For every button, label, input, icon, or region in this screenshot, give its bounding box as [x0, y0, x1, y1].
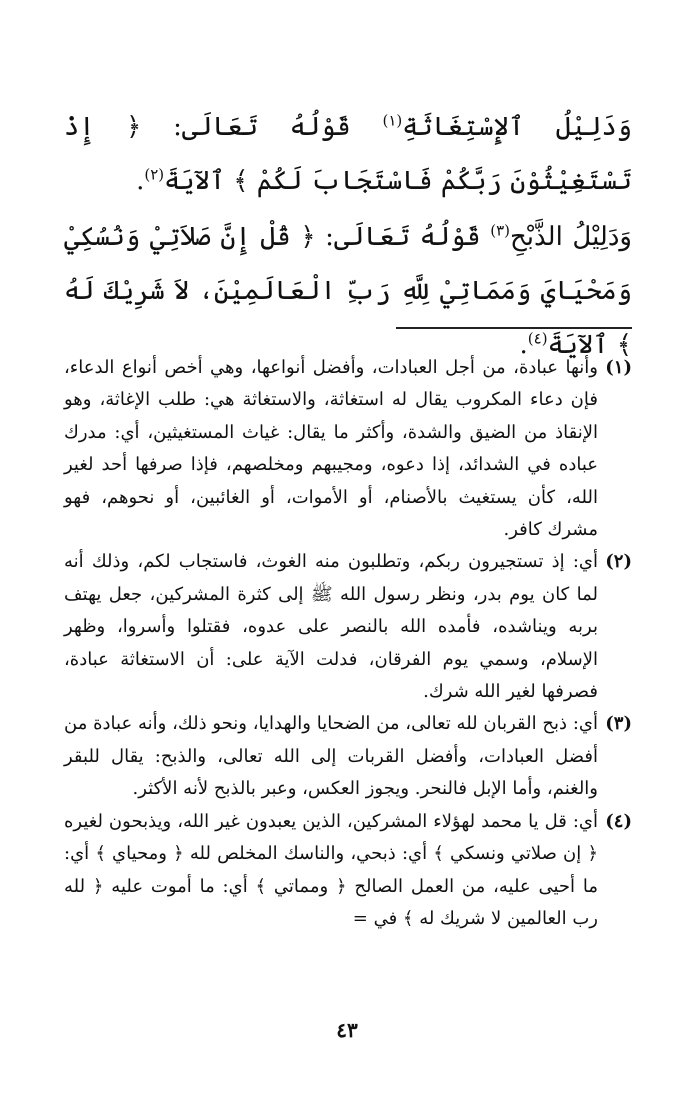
footnote [64, 708, 632, 805]
footnote-number: (٤) [605, 810, 632, 832]
footnote-number: (٣) [605, 713, 632, 735]
footnote [64, 546, 632, 708]
footnote [64, 806, 632, 936]
footnote [64, 352, 632, 546]
main-paragraph-end: . [136, 166, 145, 196]
footnote-ref-1[interactable]: (١) [382, 111, 403, 130]
footnote-text: أي: ذبح القربان لله تعالى، من الضحايا والهدايا، ونحو ذلك، وأنه عبادة من أفضل العبادات، وأفضل القربات إلى الله تعالى، والذبح: يقال للبقر والغنم، وأما الإبل فالنحر. ويجوز العكس، وعبر بالذبح لأنه الأكثر. [64, 713, 598, 800]
footnote-number: (١) [605, 357, 632, 378]
footnote-ref-3[interactable]: (٣) [490, 221, 510, 240]
footnote-ref-4[interactable]: (٤) [527, 329, 548, 348]
footnote-ref-2[interactable]: (٢) [144, 165, 165, 184]
main-paragraph-text: وَدَلِيْلُ الذَّبْحِ [510, 222, 632, 252]
main-paragraph-istighatha [64, 100, 632, 208]
footnote-number: (٢) [605, 551, 632, 573]
main-paragraph-text: قَوْلُهُ تَعَالَى: ﴿ إِذْ تَسْتَغِيْثُوْنَ رَبَّكُمْ فَاسْتَجَابَ لَكُمْ ﴾ ٱلآيَةَ [64, 112, 632, 196]
main-paragraph-dhabh [64, 210, 632, 372]
main-paragraph-text: وَدَلِيْلُ ٱلإِسْتِغَاثَةِ [402, 112, 632, 142]
footnote-text: أي: إذ تستجيرون ربكم، وتطلبون منه الغوث، فاستجاب لكم، وذلك أنه لما كان يوم بدر، ونظر رسول الله ﷺ إلى كثرة المشركين، جعل يهتف بربه ويناشده، فأمده الله بالنصر على عدوه، فقتلوا وأسروا، وظهر الإسلام، وسمي يوم الفرقان، فدلت الآية على: أن الاستغاثة عبادة، فصرفها لغير الله شرك. [64, 551, 598, 703]
footnote-text: أي: قل يا محمد لهؤلاء المشركين، الذين يعبدون غير الله، ويذبحون لغيره ﴿ إن صلاتي ونسكي ﴾ أي: ذبحي، والناسك المخلص لله ﴿ ومحياي ﴾ أي: ما أحيى عليه، من العمل الصالح ﴿ ومماتي ﴾ أي: ما أموت عليه ﴿ لله رب العالمين لا شريك له ﴾ في = [64, 810, 598, 929]
main-text [64, 100, 632, 372]
page-number: ٤٣ [336, 1018, 358, 1042]
main-paragraph-end: . [519, 330, 528, 360]
footnotes [64, 352, 632, 935]
main-paragraph-text: قَوْلُهُ تَعَالَى: ﴿ قُلْ إِنَّ صَلاَتِيْ وَنُسُكِيْ وَمَحْيَايَ وَمَمَاتِيْ لِلَّهِ رَبِّ الْعَالَمِيْنَ، لاَ شَرِيْكَ لَهُ ﴾ ٱلآيَةَ [64, 222, 632, 360]
footnote-text: وأنها عبادة، من أجل العبادات، وأفضل أنواعها، وهي أخص أنواع الدعاء، فإن دعاء المكروب يقال له استغاثة، والاستغاثة هي: طلب الإغاثة، وهو الإنقاذ من الضيق والشدة، وأكثر ما يقال: غياث المستغيثين، أي: مدرك عباده في الشدائد، إذا دعوه، ومجيبهم ومخلصهم، فإذا صرفها أحد لغير الله، كأن يستغيث بالأصنام، أو الأموات، أو الغائبين، أو نحوهم، فهو مشرك كافر. [64, 357, 598, 541]
footnote-separator [396, 327, 632, 329]
